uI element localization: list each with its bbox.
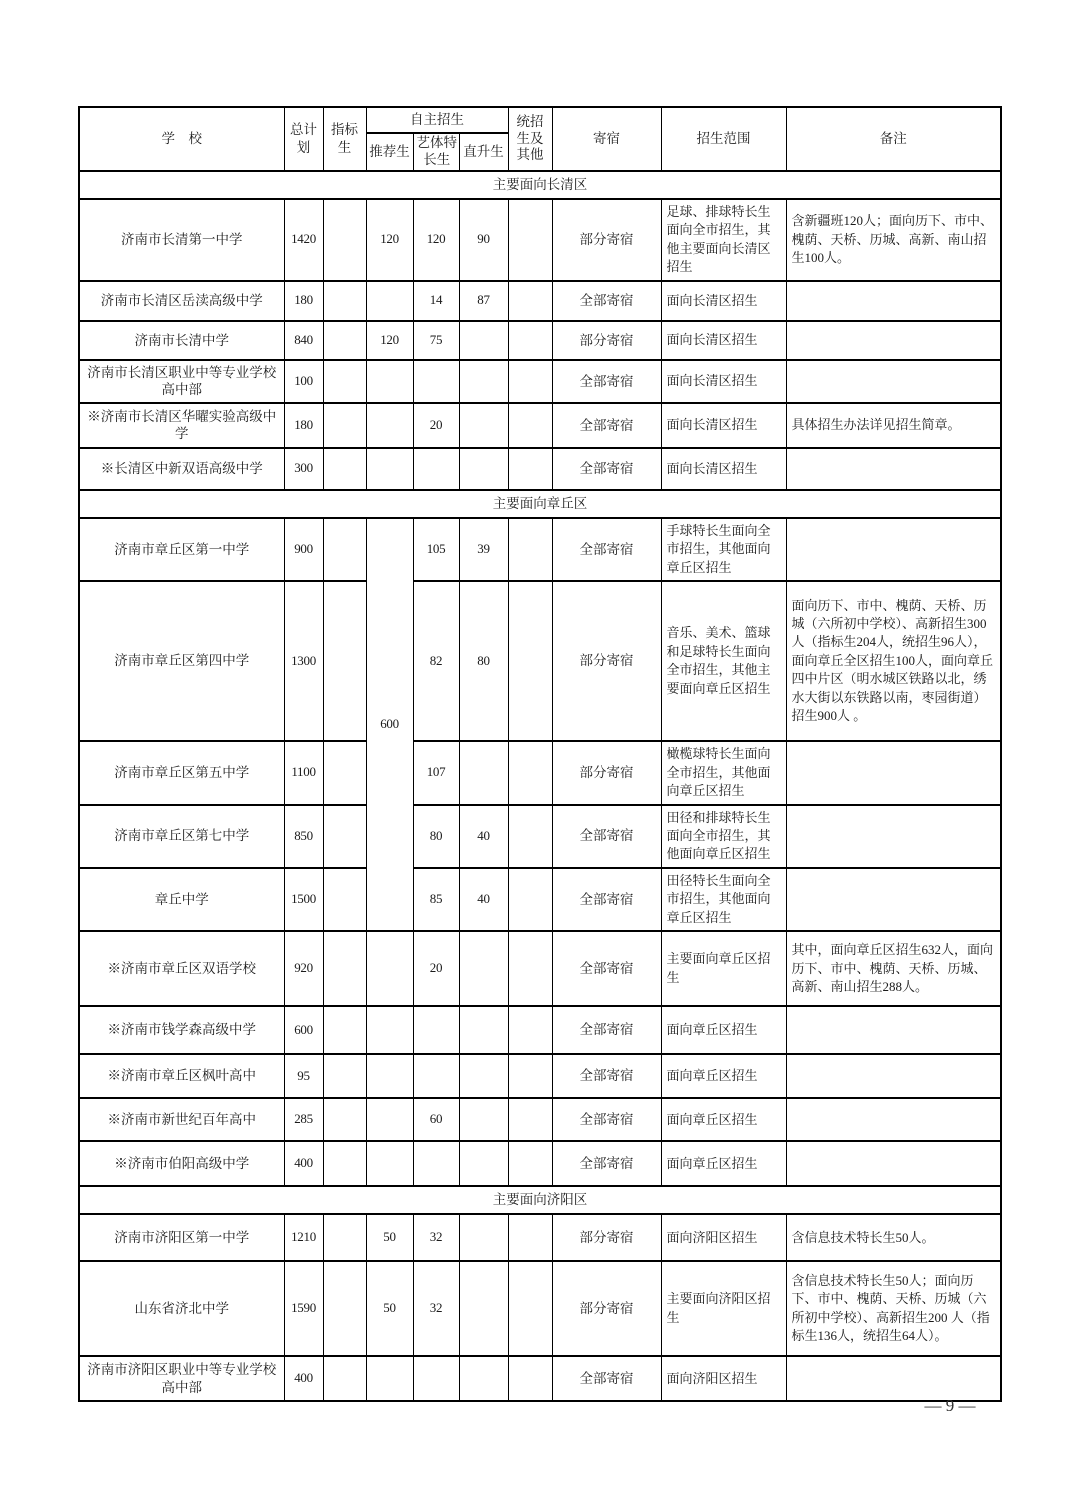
header-direct-promotion (459, 133, 508, 171)
cell-boarding: 部分寄宿 (552, 741, 661, 804)
cell-quota-students (323, 199, 366, 281)
cell-art-sports-students: 105 (413, 518, 459, 581)
table-row (79, 1214, 1001, 1261)
cell-remarks (786, 518, 1001, 581)
cell-total-plan: 400 (284, 1356, 323, 1401)
cell-unified-admission (508, 403, 552, 448)
cell-boarding: 全部寄宿 (552, 360, 661, 403)
header-row-top (79, 107, 1001, 133)
cell-art-sports-students: 107 (413, 741, 459, 804)
cell-quota-students (323, 1006, 366, 1054)
cell-school-name: ※济南市钱学森高级中学 (79, 1006, 284, 1054)
cell-school-name: 济南市长清区职业中等专业学校高中部 (79, 360, 284, 403)
cell-unified-admission (508, 448, 552, 490)
cell-unified-admission (508, 281, 552, 321)
cell-direct-promotion-students (459, 741, 508, 804)
cell-enrollment-scope: 面向章丘区招生 (661, 1006, 786, 1054)
cell-quota-students (323, 581, 366, 741)
cell-total-plan: 840 (284, 321, 323, 360)
cell-remarks (786, 1141, 1001, 1186)
cell-total-plan: 95 (284, 1054, 323, 1098)
cell-total-plan: 1590 (284, 1261, 323, 1356)
cell-direct-promotion-students (459, 931, 508, 1006)
cell-boarding: 部分寄宿 (552, 1214, 661, 1261)
cell-unified-admission (508, 1214, 552, 1261)
cell-remarks: 含信息技术特长生50人。 (786, 1214, 1001, 1261)
cell-recommended-students (366, 1141, 413, 1186)
table-row (79, 581, 1001, 741)
cell-direct-promotion-students: 90 (459, 199, 508, 281)
cell-quota-students (323, 868, 366, 931)
cell-direct-promotion-students (459, 1098, 508, 1141)
cell-art-sports-students (413, 448, 459, 490)
cell-school-name: ※济南市章丘区枫叶高中 (79, 1054, 284, 1098)
table-row (79, 1356, 1001, 1401)
enrollment-plan-table (78, 106, 1002, 1402)
cell-quota-students (323, 1261, 366, 1356)
cell-quota-students (323, 805, 366, 868)
cell-total-plan: 285 (284, 1098, 323, 1141)
cell-recommended-students (366, 1054, 413, 1098)
cell-boarding: 全部寄宿 (552, 805, 661, 868)
cell-recommended-students: 120 (366, 199, 413, 281)
cell-art-sports-students: 14 (413, 281, 459, 321)
header-unified-admission-label: 统招生及其他 (516, 113, 544, 163)
table-row (79, 1098, 1001, 1141)
cell-recommended-students: 50 (366, 1214, 413, 1261)
cell-school-name: 山东省济北中学 (79, 1261, 284, 1356)
cell-boarding: 全部寄宿 (552, 448, 661, 490)
cell-school-name: 济南市章丘区第五中学 (79, 741, 284, 804)
cell-enrollment-scope: 面向章丘区招生 (661, 1098, 786, 1141)
cell-direct-promotion-students (459, 321, 508, 360)
cell-total-plan: 920 (284, 931, 323, 1006)
cell-boarding: 全部寄宿 (552, 1054, 661, 1098)
cell-total-plan: 180 (284, 281, 323, 321)
cell-quota-students (323, 518, 366, 581)
cell-recommended-students (366, 403, 413, 448)
cell-unified-admission (508, 1261, 552, 1356)
cell-school-name: 济南市济阳区职业中等专业学校高中部 (79, 1356, 284, 1401)
cell-school-name: 济南市章丘区第四中学 (79, 581, 284, 741)
cell-enrollment-scope: 田径特长生面向全市招生，其他面向章丘区招生 (661, 868, 786, 931)
header-school (79, 107, 284, 171)
header-direct-promotion-label: 直升生 (463, 144, 504, 160)
cell-boarding: 部分寄宿 (552, 1261, 661, 1356)
header-quota-label: 指标生 (331, 122, 358, 155)
table-header (79, 107, 1001, 171)
cell-boarding: 全部寄宿 (552, 518, 661, 581)
cell-recommended-students (366, 1356, 413, 1401)
table-row (79, 1054, 1001, 1098)
cell-unified-admission (508, 321, 552, 360)
cell-direct-promotion-students (459, 1141, 508, 1186)
cell-unified-admission (508, 1141, 552, 1186)
cell-boarding: 全部寄宿 (552, 1006, 661, 1054)
cell-boarding: 部分寄宿 (552, 321, 661, 360)
cell-direct-promotion-students (459, 1214, 508, 1261)
cell-quota-students (323, 360, 366, 403)
table-row (79, 321, 1001, 360)
cell-boarding: 全部寄宿 (552, 931, 661, 1006)
cell-art-sports-students (413, 1006, 459, 1054)
header-scope (661, 107, 786, 171)
cell-remarks: 面向历下、市中、槐荫、天桥、历城（六所初中学校）、高新招生300人（指标生204人，统招生96人），面向章丘全区招生100人，面向章丘四中片区（明水城区铁路以北，绣水大街以东铁路以南，枣园街道）招生900人 。 (786, 581, 1001, 741)
cell-recommended-students (366, 448, 413, 490)
cell-art-sports-students: 60 (413, 1098, 459, 1141)
cell-total-plan: 1300 (284, 581, 323, 741)
cell-boarding: 部分寄宿 (552, 199, 661, 281)
cell-enrollment-scope: 面向章丘区招生 (661, 1141, 786, 1186)
cell-boarding: 全部寄宿 (552, 1141, 661, 1186)
section-title: 主要面向济阳区 (79, 1186, 1001, 1214)
cell-school-name: ※济南市新世纪百年高中 (79, 1098, 284, 1141)
cell-boarding: 部分寄宿 (552, 581, 661, 741)
cell-art-sports-students: 32 (413, 1214, 459, 1261)
table-row (79, 1261, 1001, 1356)
cell-enrollment-scope: 手球特长生面向全市招生，其他面向章丘区招生 (661, 518, 786, 581)
header-boarding (552, 107, 661, 171)
cell-unified-admission (508, 1356, 552, 1401)
table-body (79, 171, 1001, 1401)
cell-remarks (786, 281, 1001, 321)
cell-total-plan: 400 (284, 1141, 323, 1186)
cell-recommended-students-merged: 600 (366, 518, 413, 931)
cell-remarks (786, 741, 1001, 804)
header-total-plan (284, 107, 323, 171)
table-row (79, 518, 1001, 581)
cell-quota-students (323, 403, 366, 448)
cell-direct-promotion-students: 80 (459, 581, 508, 741)
cell-total-plan: 600 (284, 1006, 323, 1054)
cell-enrollment-scope: 面向济阳区招生 (661, 1214, 786, 1261)
cell-remarks (786, 1356, 1001, 1401)
cell-total-plan: 1210 (284, 1214, 323, 1261)
cell-quota-students (323, 448, 366, 490)
cell-art-sports-students: 85 (413, 868, 459, 931)
table-row (79, 805, 1001, 868)
table-row (79, 403, 1001, 448)
header-scope-label: 招生范围 (696, 131, 751, 147)
cell-quota-students (323, 1098, 366, 1141)
cell-remarks (786, 1098, 1001, 1141)
cell-quota-students (323, 931, 366, 1006)
cell-enrollment-scope: 面向章丘区招生 (661, 1054, 786, 1098)
header-school-label: 学 校 (161, 131, 202, 147)
cell-quota-students (323, 281, 366, 321)
cell-art-sports-students: 120 (413, 199, 459, 281)
cell-recommended-students: 120 (366, 321, 413, 360)
cell-unified-admission (508, 581, 552, 741)
cell-direct-promotion-students (459, 1356, 508, 1401)
cell-art-sports-students (413, 360, 459, 403)
header-remarks-label: 备注 (879, 131, 907, 147)
cell-total-plan: 850 (284, 805, 323, 868)
cell-unified-admission (508, 1006, 552, 1054)
cell-art-sports-students: 32 (413, 1261, 459, 1356)
cell-total-plan: 900 (284, 518, 323, 581)
cell-school-name: 济南市济阳区第一中学 (79, 1214, 284, 1261)
cell-recommended-students (366, 281, 413, 321)
cell-quota-students (323, 1356, 366, 1401)
cell-remarks: 含新疆班120人；面向历下、市中、槐荫、天桥、历城、高新、南山招生100人。 (786, 199, 1001, 281)
cell-recommended-students (366, 931, 413, 1006)
cell-direct-promotion-students (459, 1261, 508, 1356)
cell-remarks: 含信息技术特长生50人；面向历下、市中、槐荫、天桥、历城（六所初中学校）、高新招生200 人（指标生136人，统招生64人）。 (786, 1261, 1001, 1356)
section-header-row (79, 490, 1001, 518)
cell-unified-admission (508, 931, 552, 1006)
header-quota (323, 107, 366, 171)
cell-recommended-students: 50 (366, 1261, 413, 1356)
cell-remarks (786, 1054, 1001, 1098)
cell-school-name: 章丘中学 (79, 868, 284, 931)
cell-boarding: 全部寄宿 (552, 281, 661, 321)
cell-unified-admission (508, 1054, 552, 1098)
header-art-sports-label: 艺体特长生 (416, 135, 458, 167)
cell-boarding: 全部寄宿 (552, 1356, 661, 1401)
cell-quota-students (323, 741, 366, 804)
table-row (79, 360, 1001, 403)
table-row (79, 448, 1001, 490)
cell-unified-admission (508, 1098, 552, 1141)
header-art-sports (413, 133, 459, 171)
cell-direct-promotion-students (459, 1054, 508, 1098)
cell-art-sports-students: 20 (413, 403, 459, 448)
cell-boarding: 全部寄宿 (552, 868, 661, 931)
cell-enrollment-scope: 足球、排球特长生面向全市招生，其他主要面向长清区招生 (661, 199, 786, 281)
cell-quota-students (323, 1214, 366, 1261)
cell-direct-promotion-students: 87 (459, 281, 508, 321)
cell-remarks (786, 1006, 1001, 1054)
table-row (79, 199, 1001, 281)
table-row (79, 868, 1001, 931)
cell-art-sports-students (413, 1054, 459, 1098)
table-row (79, 1006, 1001, 1054)
cell-direct-promotion-students (459, 1006, 508, 1054)
section-header-row (79, 171, 1001, 199)
header-remarks (786, 107, 1001, 171)
table-row (79, 1141, 1001, 1186)
cell-school-name: 济南市章丘区第七中学 (79, 805, 284, 868)
cell-total-plan: 1420 (284, 199, 323, 281)
cell-remarks (786, 321, 1001, 360)
cell-direct-promotion-students (459, 448, 508, 490)
header-unified-admission (508, 107, 552, 171)
cell-remarks: 其中，面向章丘区招生632人，面向历下、市中、槐荫、天桥、历城、高新、南山招生288人。 (786, 931, 1001, 1006)
cell-remarks: 具体招生办法详见招生简章。 (786, 403, 1001, 448)
cell-school-name: 济南市长清第一中学 (79, 199, 284, 281)
cell-enrollment-scope: 面向长清区招生 (661, 403, 786, 448)
cell-unified-admission (508, 199, 552, 281)
cell-art-sports-students (413, 1141, 459, 1186)
header-boarding-label: 寄宿 (593, 131, 620, 147)
header-recommended (366, 133, 413, 171)
cell-total-plan: 300 (284, 448, 323, 490)
table-row (79, 931, 1001, 1006)
cell-art-sports-students: 80 (413, 805, 459, 868)
cell-direct-promotion-students: 39 (459, 518, 508, 581)
cell-art-sports-students: 82 (413, 581, 459, 741)
cell-enrollment-scope: 面向长清区招生 (661, 360, 786, 403)
cell-unified-admission (508, 868, 552, 931)
cell-school-name: ※济南市伯阳高级中学 (79, 1141, 284, 1186)
cell-enrollment-scope: 主要面向济阳区招生 (661, 1261, 786, 1356)
cell-direct-promotion-students: 40 (459, 805, 508, 868)
header-independent-admission-label: 自主招生 (410, 112, 464, 128)
header-total-plan-label: 总计划 (290, 122, 317, 155)
cell-total-plan: 180 (284, 403, 323, 448)
cell-remarks (786, 448, 1001, 490)
cell-remarks (786, 868, 1001, 931)
section-header-row (79, 1186, 1001, 1214)
page-number: — 9 — (924, 1396, 976, 1415)
cell-total-plan: 1500 (284, 868, 323, 931)
cell-direct-promotion-students (459, 360, 508, 403)
cell-recommended-students (366, 360, 413, 403)
cell-boarding: 全部寄宿 (552, 403, 661, 448)
cell-art-sports-students: 75 (413, 321, 459, 360)
cell-recommended-students (366, 1006, 413, 1054)
cell-enrollment-scope: 橄榄球特长生面向全市招生，其他面向章丘区招生 (661, 741, 786, 804)
cell-school-name: 济南市章丘区第一中学 (79, 518, 284, 581)
cell-school-name: 济南市长清区岳渎高级中学 (79, 281, 284, 321)
cell-unified-admission (508, 805, 552, 868)
cell-enrollment-scope: 田径和排球特长生面向全市招生，其他面向章丘区招生 (661, 805, 786, 868)
cell-school-name: ※长清区中新双语高级中学 (79, 448, 284, 490)
cell-unified-admission (508, 360, 552, 403)
cell-recommended-students (366, 1098, 413, 1141)
cell-school-name: 济南市长清中学 (79, 321, 284, 360)
section-title: 主要面向章丘区 (79, 490, 1001, 518)
cell-enrollment-scope: 面向长清区招生 (661, 321, 786, 360)
cell-enrollment-scope: 主要面向章丘区招生 (661, 931, 786, 1006)
cell-direct-promotion-students: 40 (459, 868, 508, 931)
cell-enrollment-scope: 面向济阳区招生 (661, 1356, 786, 1401)
cell-quota-students (323, 1141, 366, 1186)
cell-direct-promotion-students (459, 403, 508, 448)
cell-school-name: ※济南市长清区华曜实验高级中学 (79, 403, 284, 448)
cell-art-sports-students (413, 1356, 459, 1401)
cell-remarks (786, 805, 1001, 868)
cell-art-sports-students: 20 (413, 931, 459, 1006)
cell-total-plan: 1100 (284, 741, 323, 804)
cell-quota-students (323, 321, 366, 360)
cell-enrollment-scope: 音乐、美术、篮球和足球特长生面向全市招生，其他主要面向章丘区招生 (661, 581, 786, 741)
header-recommended-label: 推荐生 (369, 144, 410, 160)
cell-remarks (786, 360, 1001, 403)
cell-enrollment-scope: 面向长清区招生 (661, 448, 786, 490)
table-row (79, 741, 1001, 804)
section-title: 主要面向长清区 (79, 171, 1001, 199)
cell-quota-students (323, 1054, 366, 1098)
cell-unified-admission (508, 518, 552, 581)
header-independent-admission (366, 107, 508, 133)
cell-school-name: ※济南市章丘区双语学校 (79, 931, 284, 1006)
cell-enrollment-scope: 面向长清区招生 (661, 281, 786, 321)
cell-unified-admission (508, 741, 552, 804)
cell-boarding: 全部寄宿 (552, 1098, 661, 1141)
cell-total-plan: 100 (284, 360, 323, 403)
table-row (79, 281, 1001, 321)
